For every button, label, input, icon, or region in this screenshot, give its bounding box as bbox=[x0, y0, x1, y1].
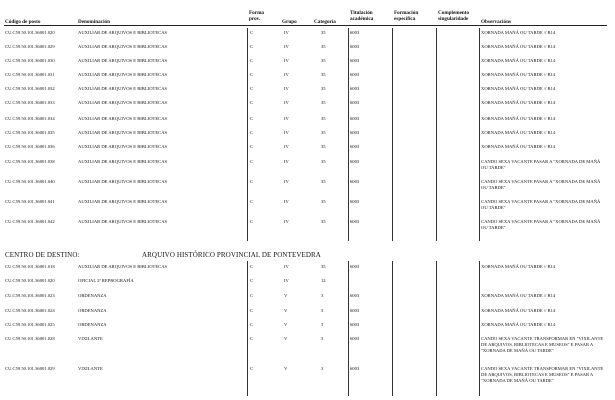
cell-denominacion: AUXILIAR DE ARQUIVOS E BIBLIOTECAS bbox=[78, 44, 168, 49]
cell-categoria: 35 bbox=[321, 116, 326, 121]
cell-denominacion: AUXILIAR DE ARQUIVOS E BIBLIOTECAS bbox=[78, 179, 168, 184]
cell-forma: C bbox=[250, 366, 254, 371]
cell-grupo: IV bbox=[284, 219, 289, 224]
cell-titulacion: 6003 bbox=[350, 322, 360, 327]
cell-forma: C bbox=[250, 116, 254, 121]
cell-grupo: V bbox=[284, 293, 288, 298]
cell-forma: C bbox=[250, 159, 254, 164]
cell-denominacion: AUXILIAR DE ARQUIVOS E BIBLIOTECAS bbox=[78, 100, 168, 105]
cell-forma: C bbox=[250, 130, 254, 135]
cell-observacions: XORNADA MAÑÁ OU TARDE // B14 bbox=[481, 100, 556, 105]
cell-denominacion: AUXILIAR DE ARQUIVOS E BIBLIOTECAS bbox=[78, 144, 168, 149]
cell-code: CU.C59.50.101.36001.029 bbox=[5, 366, 55, 371]
cell-denominacion: AUXILIAR DE ARQUIVOS E BIBLIOTECAS bbox=[78, 130, 168, 135]
cell-code: CU.C59.50.101.36001.034 bbox=[5, 116, 55, 121]
cell-titulacion: 6003 bbox=[350, 130, 360, 135]
cell-denominacion: OFICIAL 2ª REPROGRAFÍA bbox=[78, 278, 134, 283]
header-denominacion: Denominación bbox=[78, 19, 110, 25]
table2-vline bbox=[247, 261, 248, 396]
cell-code: CU.C59.50.101.36001.040 bbox=[5, 179, 55, 184]
cell-observacions: CANDO SEXA VACANTE PASAR A "XORNADA DE MAÑÁ OU TARDE" bbox=[481, 199, 601, 210]
cell-forma: C bbox=[250, 86, 254, 91]
table1-vline bbox=[392, 28, 393, 241]
header-complemento bbox=[438, 10, 469, 22]
header-forma-line2: prov. bbox=[249, 16, 261, 22]
header-divider bbox=[4, 25, 607, 26]
cell-categoria: 12 bbox=[321, 278, 326, 283]
cell-observacions: XORNADA MAÑÁ OU TARDE // B14 bbox=[481, 86, 556, 91]
cell-grupo: IV bbox=[284, 30, 289, 35]
cell-titulacion: 6003 bbox=[350, 58, 360, 63]
cell-grupo: IV bbox=[284, 179, 289, 184]
cell-categoria: 35 bbox=[321, 58, 326, 63]
header-categoria: Categoría bbox=[314, 19, 336, 25]
cell-categoria: 35 bbox=[321, 219, 326, 224]
cell-code: CU.C59.50.101.36001.030 bbox=[5, 58, 55, 63]
table1-vline bbox=[479, 28, 480, 241]
cell-grupo: IV bbox=[284, 58, 289, 63]
cell-code: CU.C59.50.101.36001.020 bbox=[5, 278, 55, 283]
cell-grupo: IV bbox=[284, 278, 289, 283]
header-complemento-line1: Complemento bbox=[438, 10, 470, 16]
header-complemento-line2: singularidade bbox=[438, 16, 469, 22]
cell-categoria: 35 bbox=[321, 199, 326, 204]
cell-denominacion: AUXILIAR DE ARQUIVOS E BIBLIOTECAS bbox=[78, 219, 168, 224]
cell-code: CU.C59.50.101.36001.018 bbox=[5, 264, 55, 269]
cell-code: CU.C59.50.101.36001.032 bbox=[5, 86, 55, 91]
header-titulacion-line1: Titulación bbox=[350, 10, 373, 16]
header-forma-prov bbox=[249, 10, 264, 22]
table1-vline bbox=[436, 28, 437, 241]
cell-titulacion: 6003 bbox=[350, 336, 360, 341]
table2-vline bbox=[392, 261, 393, 396]
cell-observacions: CANDO SEXA VACANTE PASAR A "XORNADA DE MAÑÁ OU TARDE" bbox=[481, 179, 601, 190]
cell-titulacion: 6003 bbox=[350, 179, 360, 184]
cell-categoria: 35 bbox=[321, 44, 326, 49]
cell-grupo: IV bbox=[284, 72, 289, 77]
cell-titulacion: 6003 bbox=[350, 30, 360, 35]
cell-titulacion: 6003 bbox=[350, 144, 360, 149]
cell-denominacion: AUXILIAR DE ARQUIVOS E BIBLIOTECAS bbox=[78, 159, 168, 164]
cell-grupo: V bbox=[284, 366, 288, 371]
cell-code: CU.C59.50.101.36001.033 bbox=[5, 100, 55, 105]
cell-forma: C bbox=[250, 293, 254, 298]
cell-categoria: 35 bbox=[321, 264, 326, 269]
cell-categoria: 3 bbox=[321, 336, 324, 341]
header-forma-line1: Forma bbox=[249, 10, 264, 16]
header-observacions: Observacións bbox=[481, 19, 511, 25]
header-grupo: Grupo bbox=[282, 19, 297, 25]
cell-categoria: 3 bbox=[321, 322, 324, 327]
header-titulacion-line2: académica bbox=[350, 16, 374, 22]
cell-forma: C bbox=[250, 278, 254, 283]
cell-forma: C bbox=[250, 58, 254, 63]
cell-code: CU.C59.50.101.36001.036 bbox=[5, 144, 55, 149]
cell-titulacion: 6003 bbox=[350, 264, 360, 269]
cell-grupo: IV bbox=[284, 199, 289, 204]
cell-observacions: XORNADA MAÑÁ OU TARDE // B14 bbox=[481, 264, 556, 269]
cell-denominacion: AUXILIAR DE ARQUIVOS E BIBLIOTECAS bbox=[78, 30, 168, 35]
cell-categoria: 35 bbox=[321, 100, 326, 105]
cell-grupo: IV bbox=[284, 159, 289, 164]
table2-vline bbox=[436, 261, 437, 396]
cell-code: CU.C59.50.101.36001.042 bbox=[5, 219, 55, 224]
cell-titulacion: 6003 bbox=[350, 199, 360, 204]
cell-grupo: IV bbox=[284, 44, 289, 49]
cell-observacions: CANDO SEXA VACANTE PASAR A "XORNADA DE MAÑÁ OU TARDE" bbox=[481, 219, 601, 230]
cell-code: CU.C59.50.101.36001.038 bbox=[5, 159, 55, 164]
cell-code: CU.C59.50.101.36001.024 bbox=[5, 308, 55, 313]
cell-categoria: 35 bbox=[321, 159, 326, 164]
section-title: ARQUIVO HISTÓRICO PROVINCIAL DE PONTEVEDRA bbox=[142, 251, 321, 259]
cell-observacions: XORNADA MAÑÁ OU TARDE // B14 bbox=[481, 293, 556, 298]
cell-forma: C bbox=[250, 199, 254, 204]
header-formacion bbox=[394, 10, 418, 22]
cell-denominacion: AUXILIAR DE ARQUIVOS E BIBLIOTECAS bbox=[78, 199, 168, 204]
cell-observacions: CANDO SEXA VACANTE PASAR A "XORNADA DE MAÑÁ OU TARDE" bbox=[481, 159, 601, 170]
cell-denominacion: AUXILIAR DE ARQUIVOS E BIBLIOTECAS bbox=[78, 72, 168, 77]
cell-forma: C bbox=[250, 264, 254, 269]
cell-denominacion: AUXILIAR DE ARQUIVOS E BIBLIOTECAS bbox=[78, 264, 168, 269]
cell-grupo: IV bbox=[284, 100, 289, 105]
cell-code: CU.C59.50.101.36001.020 bbox=[5, 30, 55, 35]
cell-grupo: V bbox=[284, 336, 288, 341]
cell-code: CU.C59.50.101.36001.028 bbox=[5, 336, 55, 341]
cell-grupo: IV bbox=[284, 144, 289, 149]
cell-categoria: 3 bbox=[321, 293, 324, 298]
cell-titulacion: 6003 bbox=[350, 72, 360, 77]
table2-vline bbox=[479, 261, 480, 396]
cell-observacions: CANDO SEXA VACANTE TRANSFORMAR EN "VIXILANTE DE ARQUIVOS, BIBLIOTECAS E MUSEOS" E PASAR A "XORNADA DE MAÑÁ OU TARDE" bbox=[481, 366, 604, 383]
cell-categoria: 3 bbox=[321, 366, 324, 371]
header-titulacion bbox=[350, 10, 373, 22]
section-label: CENTRO DE DESTINO: bbox=[5, 251, 80, 259]
cell-observacions: XORNADA MAÑÁ OU TARDE // B14 bbox=[481, 322, 556, 327]
cell-grupo: IV bbox=[284, 116, 289, 121]
cell-observacions: XORNADA MAÑÁ OU TARDE // B14 bbox=[481, 58, 556, 63]
cell-grupo: IV bbox=[284, 264, 289, 269]
cell-code: CU.C59.50.101.36001.035 bbox=[5, 130, 55, 135]
cell-code: CU.C59.50.101.36001.041 bbox=[5, 199, 55, 204]
cell-categoria: 35 bbox=[321, 86, 326, 91]
cell-forma: C bbox=[250, 144, 254, 149]
cell-denominacion: ORDENANZA bbox=[78, 308, 107, 313]
cell-categoria: 3 bbox=[321, 308, 324, 313]
cell-observacions: XORNADA MAÑÁ OU TARDE // B14 bbox=[481, 44, 556, 49]
cell-observacions: XORNADA MAÑÁ OU TARDE // B14 bbox=[481, 130, 556, 135]
cell-categoria: 35 bbox=[321, 72, 326, 77]
cell-titulacion: 6003 bbox=[350, 116, 360, 121]
cell-grupo: IV bbox=[284, 130, 289, 135]
cell-observacions: CANDO SEXA VACANTE TRANSFORMAR EN "VIXILANTE DE ARQUIVOS, BIBLIOTECAS E MUSEOS" E PASAR A "XORNADA DE MAÑÁ OU TARDE" bbox=[481, 336, 604, 353]
cell-categoria: 35 bbox=[321, 30, 326, 35]
cell-titulacion: 6003 bbox=[350, 100, 360, 105]
table1-vline bbox=[348, 28, 349, 241]
cell-categoria: 35 bbox=[321, 130, 326, 135]
header-formacion-line2: específica bbox=[394, 16, 416, 22]
cell-categoria: 35 bbox=[321, 179, 326, 184]
cell-denominacion: AUXILIAR DE ARQUIVOS E BIBLIOTECAS bbox=[78, 86, 168, 91]
cell-observacions: XORNADA MAÑÁ OU TARDE // B14 bbox=[481, 308, 556, 313]
cell-forma: C bbox=[250, 336, 254, 341]
cell-denominacion: VIXILANTE bbox=[78, 336, 103, 341]
cell-titulacion: 6003 bbox=[350, 44, 360, 49]
cell-denominacion: ORDENANZA bbox=[78, 293, 107, 298]
cell-code: CU.C59.50.101.36001.025 bbox=[5, 322, 55, 327]
cell-forma: C bbox=[250, 308, 254, 313]
cell-observacions: XORNADA MAÑÁ OU TARDE // B14 bbox=[481, 144, 556, 149]
cell-forma: C bbox=[250, 30, 254, 35]
cell-titulacion: 6003 bbox=[350, 308, 360, 313]
cell-denominacion: AUXILIAR DE ARQUIVOS E BIBLIOTECAS bbox=[78, 116, 168, 121]
cell-grupo: IV bbox=[284, 86, 289, 91]
cell-forma: C bbox=[250, 72, 254, 77]
cell-denominacion: VIXILANTE bbox=[78, 366, 103, 371]
header-formacion-line1: Formación bbox=[394, 10, 419, 16]
cell-titulacion: 6003 bbox=[350, 86, 360, 91]
cell-code: CU.C59.50.101.36001.029 bbox=[5, 44, 55, 49]
cell-titulacion: 6003 bbox=[350, 366, 360, 371]
cell-categoria: 35 bbox=[321, 144, 326, 149]
cell-forma: C bbox=[250, 100, 254, 105]
cell-observacions: XORNADA MAÑÁ OU TARDE // B14 bbox=[481, 116, 556, 121]
cell-grupo: V bbox=[284, 308, 288, 313]
cell-code: CU.C59.50.101.36001.031 bbox=[5, 72, 55, 77]
table2-vline bbox=[348, 261, 349, 396]
cell-forma: C bbox=[250, 179, 254, 184]
cell-grupo: V bbox=[284, 322, 288, 327]
cell-observacions: XORNADA MAÑÁ OU TARDE // B14 bbox=[481, 30, 556, 35]
table1-vline bbox=[247, 28, 248, 241]
cell-denominacion: AUXILIAR DE ARQUIVOS E BIBLIOTECAS bbox=[78, 58, 168, 63]
cell-forma: C bbox=[250, 219, 254, 224]
cell-titulacion: 6003 bbox=[350, 219, 360, 224]
cell-forma: C bbox=[250, 322, 254, 327]
cell-observacions: XORNADA MAÑÁ OU TARDE // B14 bbox=[481, 72, 556, 77]
cell-titulacion: 6003 bbox=[350, 159, 360, 164]
header-code: Código de posto bbox=[5, 19, 41, 25]
cell-denominacion: ORDENANZA bbox=[78, 322, 107, 327]
cell-code: CU.C59.50.101.36001.023 bbox=[5, 293, 55, 298]
cell-titulacion: 6003 bbox=[350, 293, 360, 298]
cell-forma: C bbox=[250, 44, 254, 49]
